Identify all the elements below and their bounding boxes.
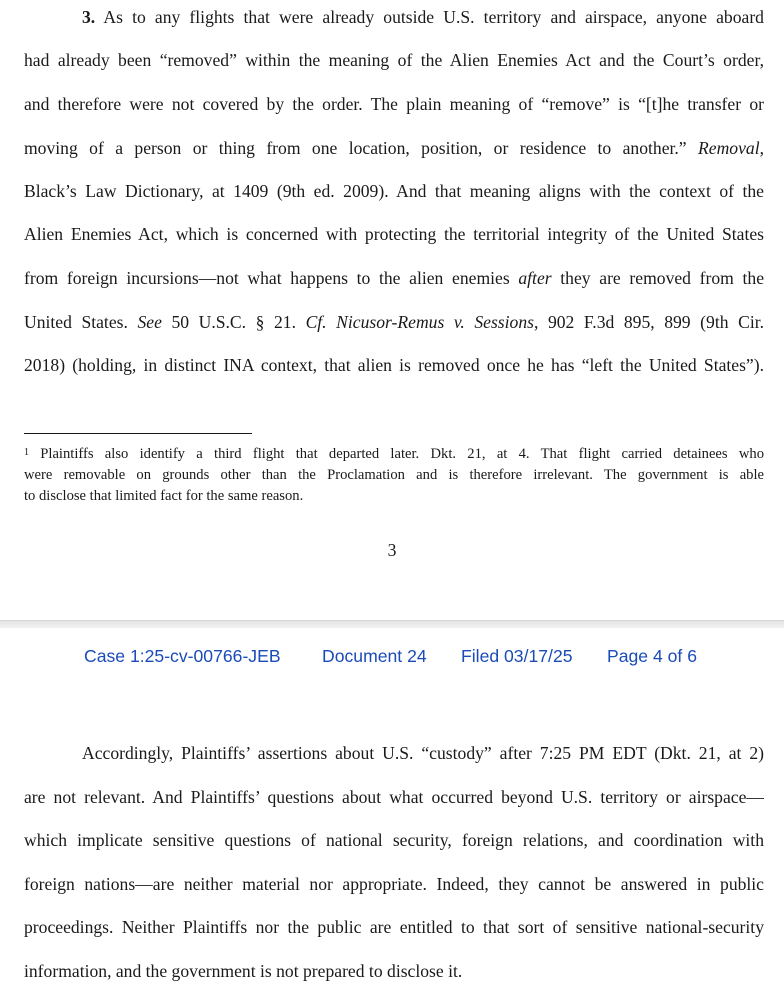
paragraph-3-line-5: Black’s Law Dictionary, at 1409 (9th ed. 2009). And that meaning aligns with the context of the xyxy=(24,181,764,201)
paragraph-3-line-3: and therefore were not covered by the order. The plain meaning of “remove” is “[t]he transfer or xyxy=(24,94,764,114)
case-citation: Nicusor-Remus v. Sessions xyxy=(336,312,534,332)
paragraph-line-4: foreign nations—are neither material nor appropriate. Indeed, they cannot be answered in public xyxy=(24,874,764,894)
ecf-header xyxy=(0,644,784,670)
document-page-4 xyxy=(0,628,784,1000)
paragraph-line-2: are not relevant. And Plaintiffs’ questions about what occurred beyond U.S. territory or airspace— xyxy=(24,787,764,807)
document-number-link[interactable]: Document 24 xyxy=(322,646,427,666)
page-indicator: Page 4 of 6 xyxy=(607,646,697,666)
filed-date: Filed 03/17/25 xyxy=(461,646,573,666)
footnote-divider xyxy=(24,433,252,434)
paragraph-line-6: information, and the government is not prepared to disclose it. xyxy=(24,961,463,981)
paragraph-line-3: which implicate sensitive questions of national security, foreign relations, and coordination with xyxy=(24,830,764,850)
footnote-line-3: to disclose that limited fact for the same reason. xyxy=(24,488,304,504)
paragraph-3-line-7: from foreign incursions—not what happens to the alien enemies after they are removed from the xyxy=(24,268,764,288)
paragraph-3-line-4: moving of a person or thing from one location, position, or residence to another.” Removal, xyxy=(24,138,764,158)
paragraph-line-5: proceedings. Neither Plaintiffs nor the public are entitled to that sort of sensitive national-security xyxy=(24,917,764,937)
paragraph-3-line-6: Alien Enemies Act, which is concerned with protecting the territorial integrity of the United States xyxy=(24,224,764,244)
paragraph-number: 3. xyxy=(82,7,96,27)
paragraph-line-1: Accordingly, Plaintiffs’ assertions about U.S. “custody” after 7:25 PM EDT (Dkt. 21, at 2) xyxy=(82,743,764,763)
paragraph-3-line-8: United States. See 50 U.S.C. § 21. Cf. Nicusor-Remus v. Sessions, 902 F.3d 895, 899 (9th Cir. xyxy=(24,312,764,332)
page-number: 3 xyxy=(387,540,397,560)
case-number-link[interactable]: Case 1:25-cv-00766-JEB xyxy=(84,646,281,666)
paragraph-3-line-2: had already been “removed” within the meaning of the Alien Enemies Act and the Court’s order, xyxy=(24,50,764,70)
paragraph-3-line-1: 3. As to any flights that were already outside U.S. territory and airspace, anyone aboard xyxy=(82,7,764,27)
footnote-line-2: were removable on grounds other than the Proclamation and is therefore irrelevant. The government is able xyxy=(24,467,764,483)
footnote-line-1: $^1$ Plaintiffs also identify a third flight that departed later. Dkt. 21, at 4. That flight carried detainees who xyxy=(24,446,764,462)
paragraph-3-line-9: 2018) (holding, in distinct INA context, that alien is removed once he has “left the United States”). xyxy=(24,355,764,375)
footnote-marker: 1 xyxy=(24,447,29,458)
citation-removal: Removal xyxy=(698,138,760,158)
